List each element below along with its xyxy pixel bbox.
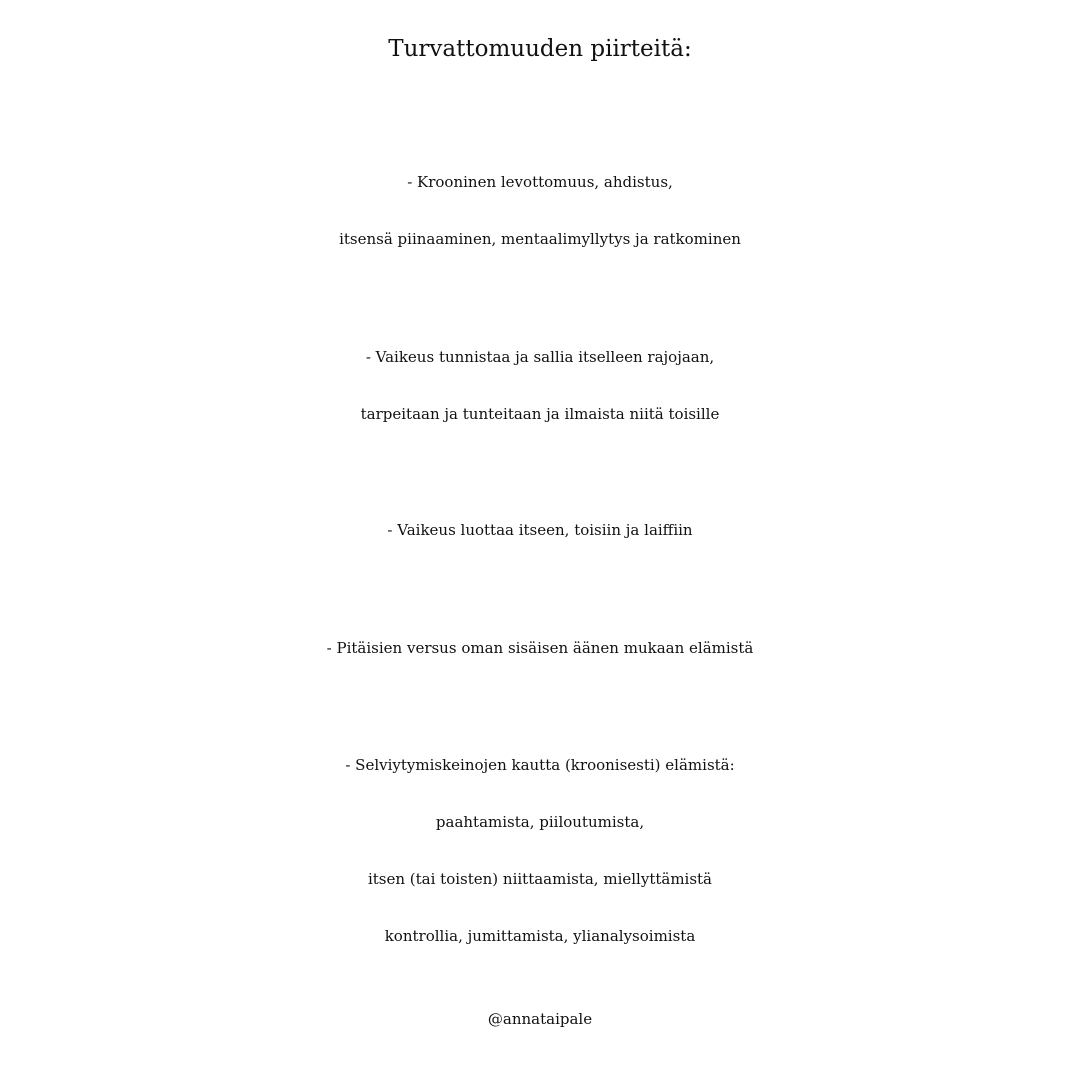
point-5-line-1: - Selviytymiskeinojen kautta (kroonisesti) elämistä:	[345, 756, 735, 774]
point-2-line-1: - Vaikeus tunnistaa ja sallia itselleen rajojaan,	[365, 348, 715, 366]
page-title: Turvattomuuden piirteitä:	[388, 36, 692, 62]
author-handle: @annataipale	[487, 1010, 593, 1028]
point-5-line-3: itsen (tai toisten) niittaamista, miellyttämistä	[367, 870, 713, 888]
point-5-line-4: kontrollia, jumittamista, ylianalysoimista	[384, 927, 696, 945]
point-5-line-2: paahtamista, piiloutumista,	[435, 813, 645, 831]
point-3-line-1: - Vaikeus luottaa itseen, toisiin ja laiffiin	[387, 521, 693, 539]
point-1-line-2: itsensä piinaaminen, mentaalimyllytys ja ratkominen	[339, 230, 741, 248]
point-4-line-1: - Pitäisien versus oman sisäisen äänen mukaan elämistä	[326, 639, 754, 657]
point-1-line-1: - Krooninen levottomuus, ahdistus,	[407, 173, 673, 191]
point-2-line-2: tarpeitaan ja tunteitaan ja ilmaista niitä toisille	[360, 405, 720, 423]
